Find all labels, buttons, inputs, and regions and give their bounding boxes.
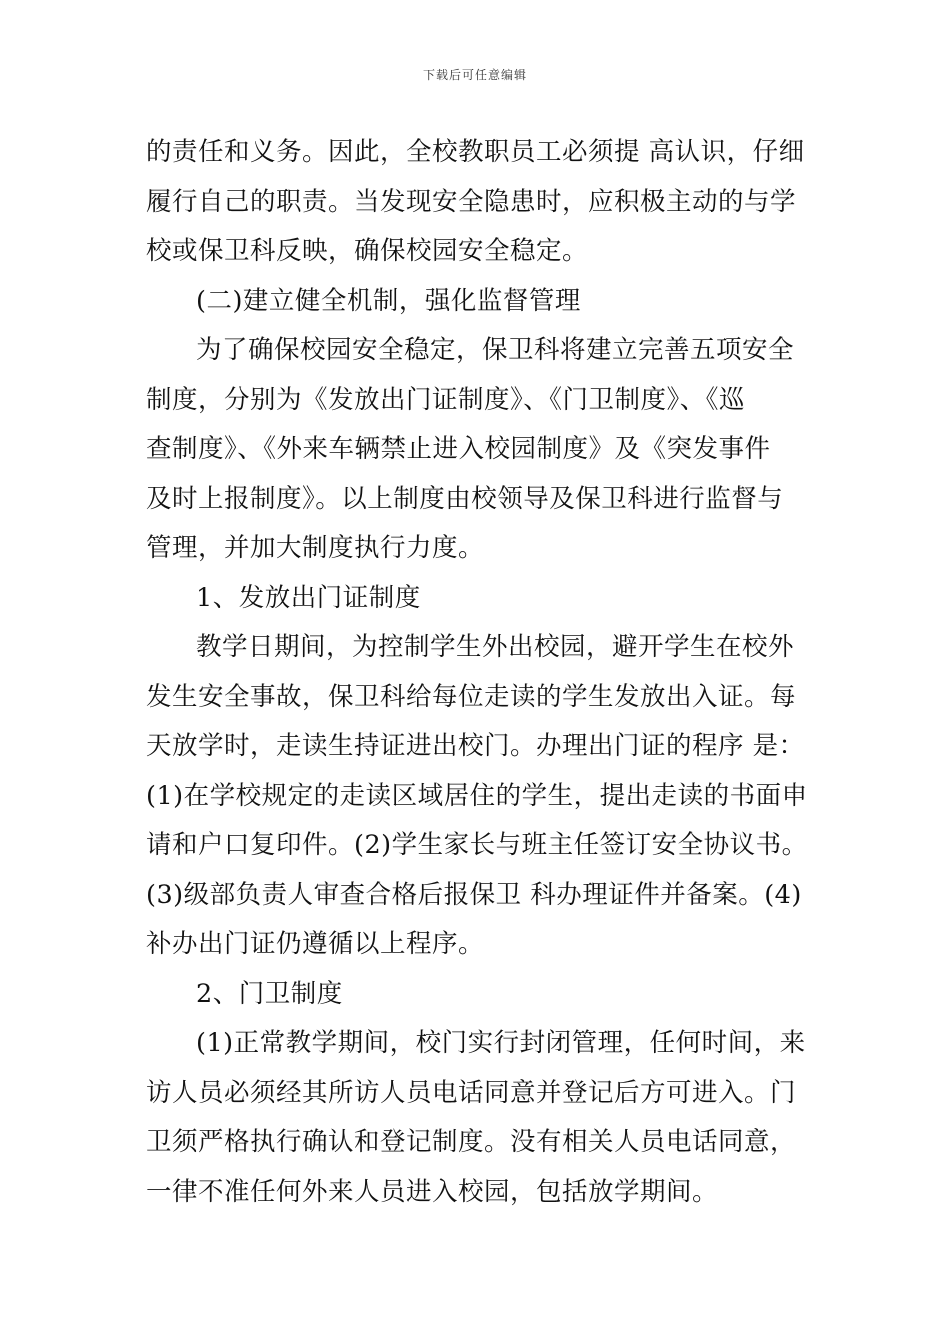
text-line: 校或保卫科反映，确保校园安全稳定。 [146,236,589,266]
text-line: 2、门卫制度 [196,978,343,1009]
text-line: (1)在学校规定的走读区域居住的学生，提出走读的书面申 [146,780,808,811]
text-line: 制度，分别为《发放出门证制度》、《门卫制度》、《巡 [146,384,746,415]
text-line: 1、发放出门证制度 [196,582,421,613]
text-line: 发生安全事故，保卫科给每位走读的学生发放出入证。每 [146,681,797,712]
text-line: 教学日期间，为控制学生外出校园，避开学生在校外 [196,632,795,662]
text-line: 访人员必须经其所访人员电话同意并登记后方可进入。门 [146,1077,797,1108]
document-body [146,128,810,1217]
text-line: 一律不准任何外来人员进入校园，包括放学期间。 [146,1176,719,1207]
text-line: 请和户口复印件。(2)学生家长与班主任签订安全协议书。 [146,830,808,860]
text-line: 为了确保校园安全稳定，保卫科将建立完善五项安全 [196,335,795,365]
text-line: 查制度》、《外来车辆禁止进入校园制度》及《突发事件 [146,434,771,464]
text-line: 履行自己的职责。当发现安全隐患时，应积极主动的与学 [146,186,797,217]
text-line: 的责任和义务。因此，全校教职员工必须提 高认识，仔细 [146,137,805,167]
text-line: 天放学时，走读生持证进出校门。办理出门证的程序 是： [146,731,805,761]
text-line: 管理，并加大制度执行力度。 [146,533,485,563]
text-line: (1)正常教学期间，校门实行封闭管理，任何时间，来 [196,1028,806,1058]
page-header: 下载后可任意编辑 [422,68,527,82]
text-line: 补办出门证仍遵循以上程序。 [146,929,485,959]
text-line: (3)级部负责人审查合格后报保卫 科办理证件并备案。(4) [146,879,802,910]
text-line: 卫须严格执行确认和登记制度。没有相关人员电话同意， [146,1127,797,1157]
text-line: 及时上报制度》。以上制度由校领导及保卫科进行监督与 [146,483,784,514]
text-line: (二)建立健全机制，强化监督管理 [196,285,581,316]
